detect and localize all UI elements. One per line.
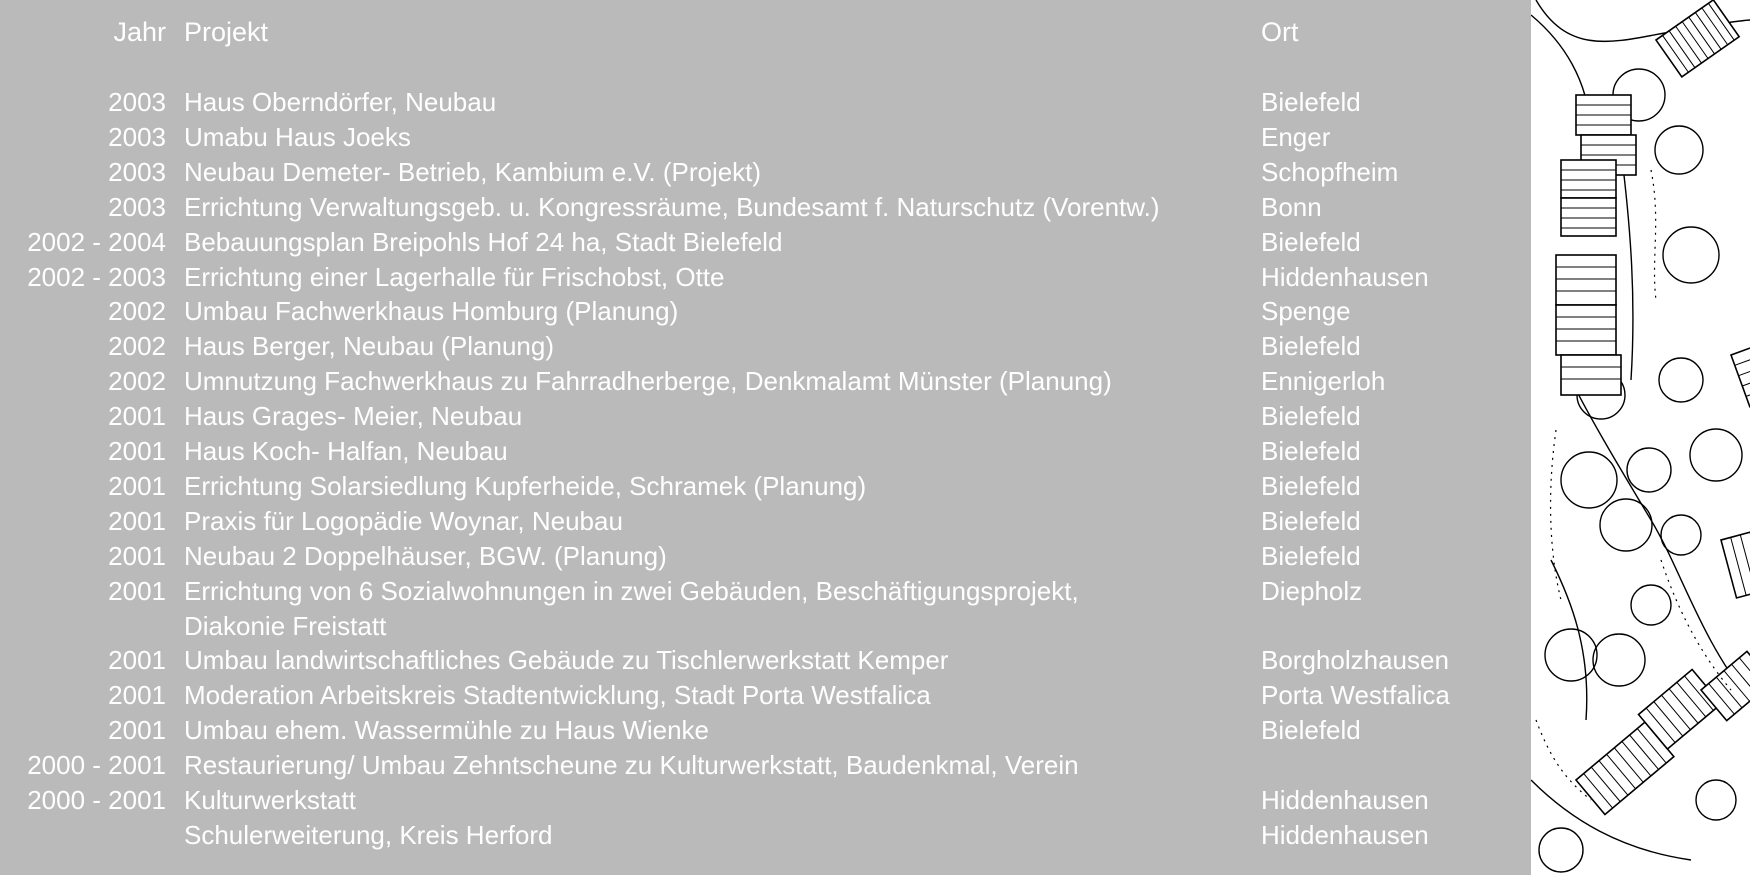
row-project: Umabu Haus Joeks bbox=[184, 121, 411, 152]
table-row bbox=[0, 329, 1531, 364]
row-place: Bielefeld bbox=[1261, 87, 1361, 117]
row-project: Haus Berger, Neubau (Planung) bbox=[184, 331, 555, 362]
row-project: Errichtung Solarsiedlung Kupferheide, Schramek (Planung) bbox=[184, 470, 867, 501]
row-place: Hiddenhausen bbox=[1261, 785, 1429, 815]
row-project: Errichtung von 6 Sozialwohnungen in zwei Gebäuden, Beschäftigungsprojekt, bbox=[184, 575, 1079, 606]
row-project: Kulturwerkstatt bbox=[184, 785, 356, 815]
row-year: 2002 bbox=[108, 296, 166, 327]
row-project: Haus Grages- Meier, Neubau bbox=[184, 401, 523, 432]
table-row bbox=[0, 260, 1531, 295]
row-year: 2001 bbox=[108, 505, 166, 536]
row-project: Errichtung Verwaltungsgeb. u. Kongressräume, Bundesamt f. Naturschutz (Vorentw.) bbox=[184, 191, 1160, 222]
table-row bbox=[0, 294, 1531, 329]
table-row bbox=[0, 818, 1531, 853]
row-project: Umbau landwirtschaftliches Gebäude zu Tischlerwerkstatt Kemper bbox=[184, 645, 949, 676]
header-place: Ort bbox=[1261, 17, 1299, 47]
row-year: 2003 bbox=[108, 156, 166, 187]
row-project: Bebauungsplan Breipohls Hof 24 ha, Stadt Bielefeld bbox=[184, 226, 783, 257]
table-row bbox=[0, 504, 1531, 539]
row-place: Spenge bbox=[1261, 296, 1351, 327]
row-year: 2001 bbox=[108, 540, 166, 571]
table-row bbox=[0, 120, 1531, 155]
table-row bbox=[0, 190, 1531, 225]
row-place: Schopfheim bbox=[1261, 156, 1399, 187]
row-year: 2001 bbox=[108, 401, 166, 432]
row-project: Praxis für Logopädie Woynar, Neubau bbox=[184, 505, 623, 536]
table-row bbox=[0, 539, 1531, 574]
row-year: 2001 bbox=[108, 575, 166, 606]
row-project: Haus Koch- Halfan, Neubau bbox=[184, 436, 508, 466]
row-project: Errichtung einer Lagerhalle für Frischobst, Otte bbox=[184, 261, 725, 292]
table-row bbox=[0, 225, 1531, 260]
row-place: Bielefeld bbox=[1261, 540, 1361, 571]
row-place: Bielefeld bbox=[1261, 226, 1361, 257]
row-year: 2001 bbox=[108, 436, 166, 466]
row-year: 2000 - 2001 bbox=[27, 785, 166, 815]
row-project: Neubau 2 Doppelhäuser, BGW. (Planung) bbox=[184, 540, 667, 571]
row-place: Hiddenhausen bbox=[1261, 261, 1429, 292]
table-row bbox=[0, 434, 1531, 469]
table-row bbox=[0, 609, 1531, 644]
row-place: Bielefeld bbox=[1261, 436, 1361, 466]
table-row bbox=[0, 678, 1531, 713]
row-place: Enger bbox=[1261, 121, 1331, 152]
row-year: 2001 bbox=[108, 470, 166, 501]
row-project: Haus Oberndörfer, Neubau bbox=[184, 87, 497, 117]
row-project: Moderation Arbeitskreis Stadtentwicklung, Stadt Porta Westfalica bbox=[184, 680, 931, 711]
row-project: Schulerweiterung, Kreis Herford bbox=[184, 819, 553, 850]
table-row bbox=[0, 643, 1531, 678]
table-header bbox=[0, 15, 1531, 50]
row-year: 2003 bbox=[108, 191, 166, 222]
site-plan-sketch-icon bbox=[1531, 0, 1750, 875]
table-row bbox=[0, 399, 1531, 434]
row-year: 2002 - 2004 bbox=[27, 226, 166, 257]
row-project: Restaurierung/ Umbau Zehntscheune zu Kulturwerkstatt, Baudenkmal, Verein bbox=[184, 750, 1079, 781]
row-place: Diepholz bbox=[1261, 575, 1363, 606]
header-project: Projekt bbox=[184, 17, 269, 47]
row-year: 2002 - 2003 bbox=[27, 261, 166, 292]
row-place: Bielefeld bbox=[1261, 470, 1361, 501]
row-year: 2003 bbox=[108, 87, 166, 117]
row-project: Umbau ehem. Wassermühle zu Haus Wienke bbox=[184, 715, 710, 746]
row-project: Umbau Fachwerkhaus Homburg (Planung) bbox=[184, 296, 679, 327]
row-project: Umnutzung Fachwerkhaus zu Fahrradherberge, Denkmalamt Münster (Planung) bbox=[184, 366, 1112, 397]
row-project: Diakonie Freistatt bbox=[184, 610, 387, 641]
row-place: Bielefeld bbox=[1261, 331, 1361, 362]
table-row bbox=[0, 783, 1531, 818]
row-year: 2002 bbox=[108, 366, 166, 397]
table-row bbox=[0, 574, 1531, 609]
table-row bbox=[0, 748, 1531, 783]
table-row bbox=[0, 713, 1531, 748]
header-year: Jahr bbox=[113, 17, 166, 47]
row-place: Ennigerloh bbox=[1261, 366, 1386, 397]
row-year: 2000 - 2001 bbox=[27, 750, 166, 781]
row-place: Porta Westfalica bbox=[1261, 680, 1450, 711]
row-place: Bielefeld bbox=[1261, 715, 1361, 746]
row-place: Hiddenhausen bbox=[1261, 819, 1429, 850]
table-row bbox=[0, 155, 1531, 190]
table-row bbox=[0, 364, 1531, 399]
table-row bbox=[0, 469, 1531, 504]
table-row bbox=[0, 85, 1531, 120]
row-place: Borgholzhausen bbox=[1261, 645, 1449, 676]
row-year: 2001 bbox=[108, 715, 166, 746]
row-place: Bonn bbox=[1261, 191, 1322, 222]
row-year: 2003 bbox=[108, 121, 166, 152]
row-place: Bielefeld bbox=[1261, 401, 1361, 432]
row-project: Neubau Demeter- Betrieb, Kambium e.V. (Projekt) bbox=[184, 156, 762, 187]
row-place: Bielefeld bbox=[1261, 505, 1361, 536]
row-year: 2001 bbox=[108, 680, 166, 711]
row-year: 2001 bbox=[108, 645, 166, 676]
row-year: 2002 bbox=[108, 331, 166, 362]
